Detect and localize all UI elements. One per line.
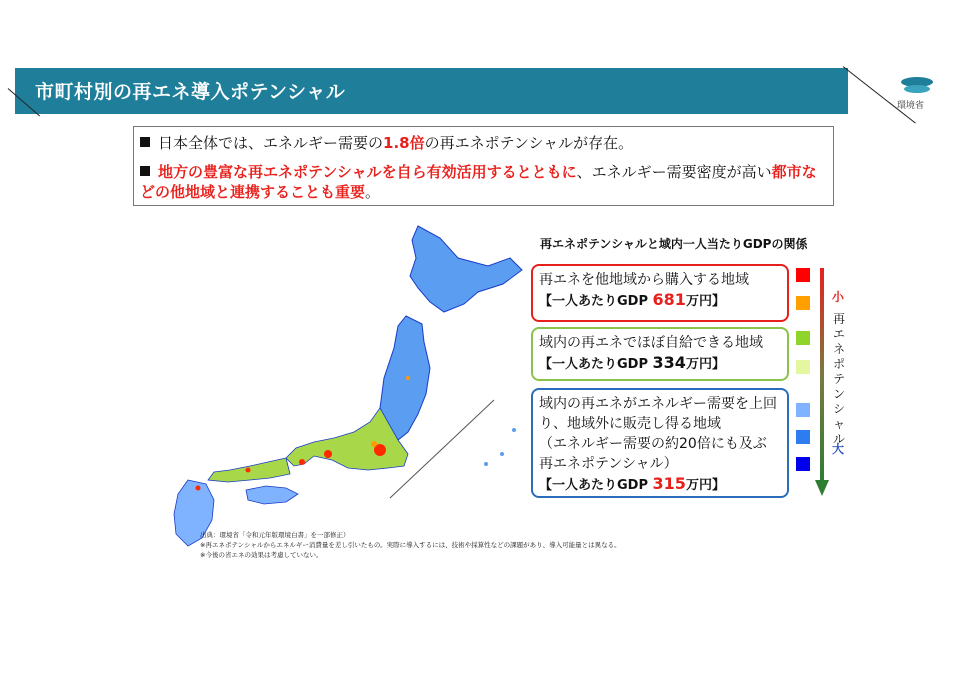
gdp-line xyxy=(539,290,783,312)
legend-panel-text: （エネルギー需要の約20倍にも及ぶ xyxy=(539,436,767,452)
summary-bullet-2 xyxy=(140,162,824,202)
bullet-square-icon xyxy=(140,166,150,176)
summary-text: 、エネルギー需要密度が高い xyxy=(576,163,772,181)
summary-text: 日本全体では、エネルギー需要の xyxy=(158,134,384,152)
swatch-green xyxy=(796,331,810,345)
legend-panel-text: 域内の再エネでほぼ自給できる地域 xyxy=(539,335,763,351)
gdp-value: 681 xyxy=(652,290,686,309)
summary-box xyxy=(133,126,834,206)
legend-title: 再エネポテンシャルと域内一人当たりGDPの関係 xyxy=(540,237,808,251)
summary-bullet-1 xyxy=(140,133,633,153)
summary-text: 。 xyxy=(365,183,381,201)
legend-panel-text: 域内の再エネがエネルギー需要を上回 xyxy=(539,396,777,412)
gdp-value: 315 xyxy=(652,474,686,493)
source-notes xyxy=(200,530,621,560)
scale-label: 再エネポテンシャル xyxy=(832,312,845,446)
gradient-arrow-icon xyxy=(815,268,829,498)
page-title: 市町村別の再エネ導入ポテンシャル xyxy=(35,81,346,103)
gdp-label: 【一人あたりGDP xyxy=(539,294,648,309)
swatch-lightblue xyxy=(796,403,810,417)
bullet-square-icon xyxy=(140,137,150,147)
scale-large-label: 大 xyxy=(832,442,845,456)
gdp-unit: 万円】 xyxy=(685,478,725,493)
gdp-label: 【一人あたりGDP xyxy=(539,357,648,372)
legend-panel-seller xyxy=(531,388,789,498)
swatch-red xyxy=(796,268,810,282)
title-bar xyxy=(15,68,848,114)
legend-panel-text: 再エネを他地域から購入する地域 xyxy=(539,272,749,288)
legend-panel-text: 再エネポテンシャル） xyxy=(539,456,678,472)
swatch-orange xyxy=(796,296,810,310)
gdp-unit: 万円】 xyxy=(685,357,725,372)
gdp-line xyxy=(539,353,783,375)
summary-highlight: 地方の豊富な再エネポテンシャルを自ら有効活用するとともに xyxy=(158,163,577,181)
source-line: ※再エネポテンシャルからエネルギー消費量を差し引いたもの。実際に導入するには、技術や採算性などの課題があり、導入可能量とは異なる。 xyxy=(200,541,621,549)
japan-map xyxy=(118,218,530,570)
swatch-blue xyxy=(796,430,810,444)
legend-panel-self-sufficient xyxy=(531,327,789,381)
swatch-darkblue xyxy=(796,457,810,471)
source-line: ※今後の省エネの効果は考慮していない。 xyxy=(200,551,323,559)
gdp-label: 【一人あたりGDP xyxy=(539,478,648,493)
summary-text: の再エネポテンシャルが存在。 xyxy=(424,134,634,152)
gdp-value: 334 xyxy=(652,353,686,372)
gdp-line xyxy=(539,474,783,496)
legend-panel-text: り、地域外に販売し得る地域 xyxy=(539,416,721,432)
summary-highlight: 1.8倍 xyxy=(383,134,425,152)
legend-panel-buyer xyxy=(531,264,789,322)
gdp-unit: 万円】 xyxy=(685,294,725,309)
logo-text: 環境省 xyxy=(897,101,925,111)
summary-highlight: 都市などの他地域と連携することも重要 xyxy=(140,163,817,201)
source-line: 出典：環境省「令和元年版環境白書」を一部修正） xyxy=(200,531,350,539)
scale-small-label: 小 xyxy=(832,290,845,304)
swatch-lightgreen xyxy=(796,360,810,374)
